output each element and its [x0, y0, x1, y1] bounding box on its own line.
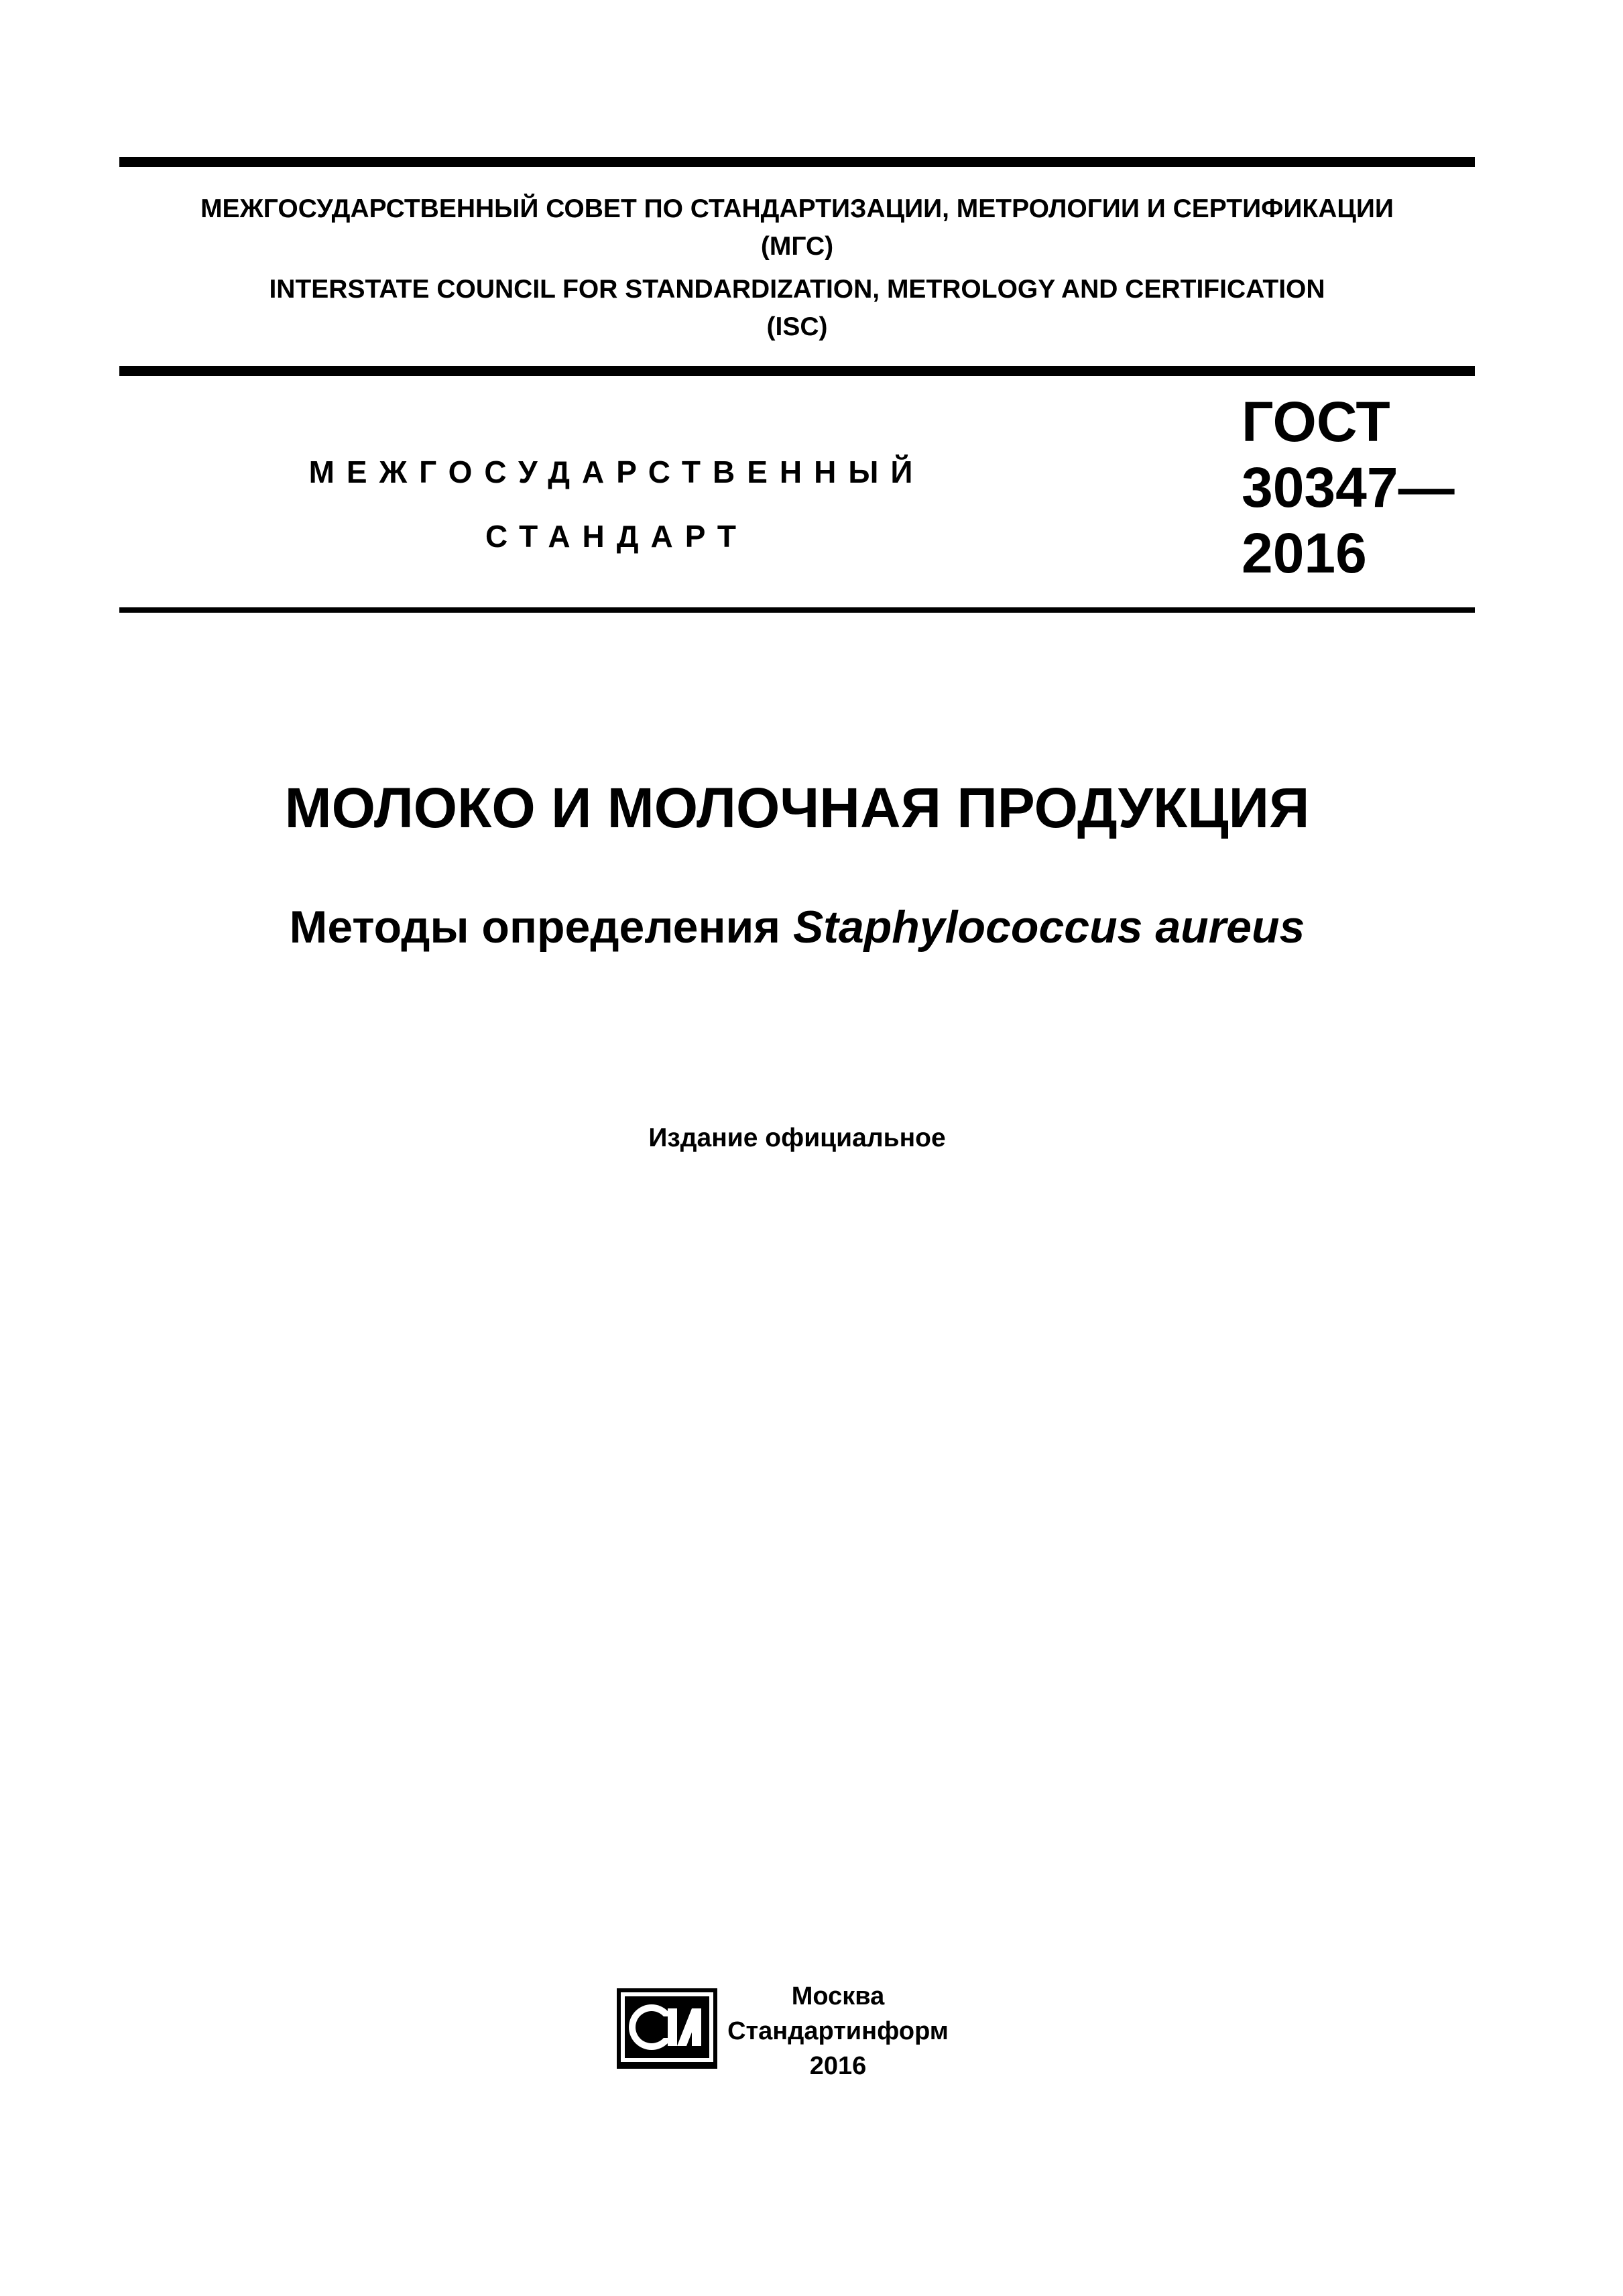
council-en-abbr: (ISC) — [766, 312, 828, 341]
edition-note: Издание официальное — [648, 1124, 946, 1152]
top-rule — [119, 157, 1475, 167]
middle-rule — [119, 366, 1475, 376]
publisher-block — [711, 1979, 965, 2083]
publisher-year: 2016 — [809, 2052, 867, 2080]
document-title: МОЛОКО И МОЛОЧНАЯ ПРОДУКЦИЯ — [284, 776, 1310, 839]
standard-type — [282, 440, 952, 568]
council-ru-block — [119, 190, 1475, 265]
gost-prefix: ГОСТ — [1242, 390, 1390, 453]
council-ru-abbr: (МГС) — [760, 232, 834, 261]
subtitle-prefix: Методы определения — [289, 902, 781, 953]
standard-type-line2: СТАНДАРТ — [485, 519, 748, 554]
standard-type-line1: МЕЖГОСУДАРСТВЕННЫЙ — [308, 455, 925, 489]
council-en-name: INTERSTATE COUNCIL FOR STANDARDIZATION, METROLOGY AND CERTIFICATION — [269, 275, 1325, 304]
gost-year: 2016 — [1242, 522, 1367, 585]
subtitle-latin: Staphylococcus aureus — [792, 902, 1305, 953]
standartinform-logo-icon — [617, 1988, 717, 2069]
publisher-name: Стандартинформ — [727, 2017, 949, 2045]
council-ru-name: МЕЖГОСУДАРСТВЕННЫЙ СОВЕТ ПО СТАНДАРТИЗАЦИИ, МЕТРОЛОГИИ И СЕРТИФИКАЦИИ — [200, 194, 1394, 223]
document-subtitle — [119, 895, 1475, 959]
gost-number: 30347— — [1242, 456, 1455, 519]
publisher-city: Москва — [791, 1982, 885, 2010]
gost-designation — [1242, 389, 1469, 586]
council-en-block — [119, 271, 1475, 346]
bottom-rule — [119, 607, 1475, 613]
